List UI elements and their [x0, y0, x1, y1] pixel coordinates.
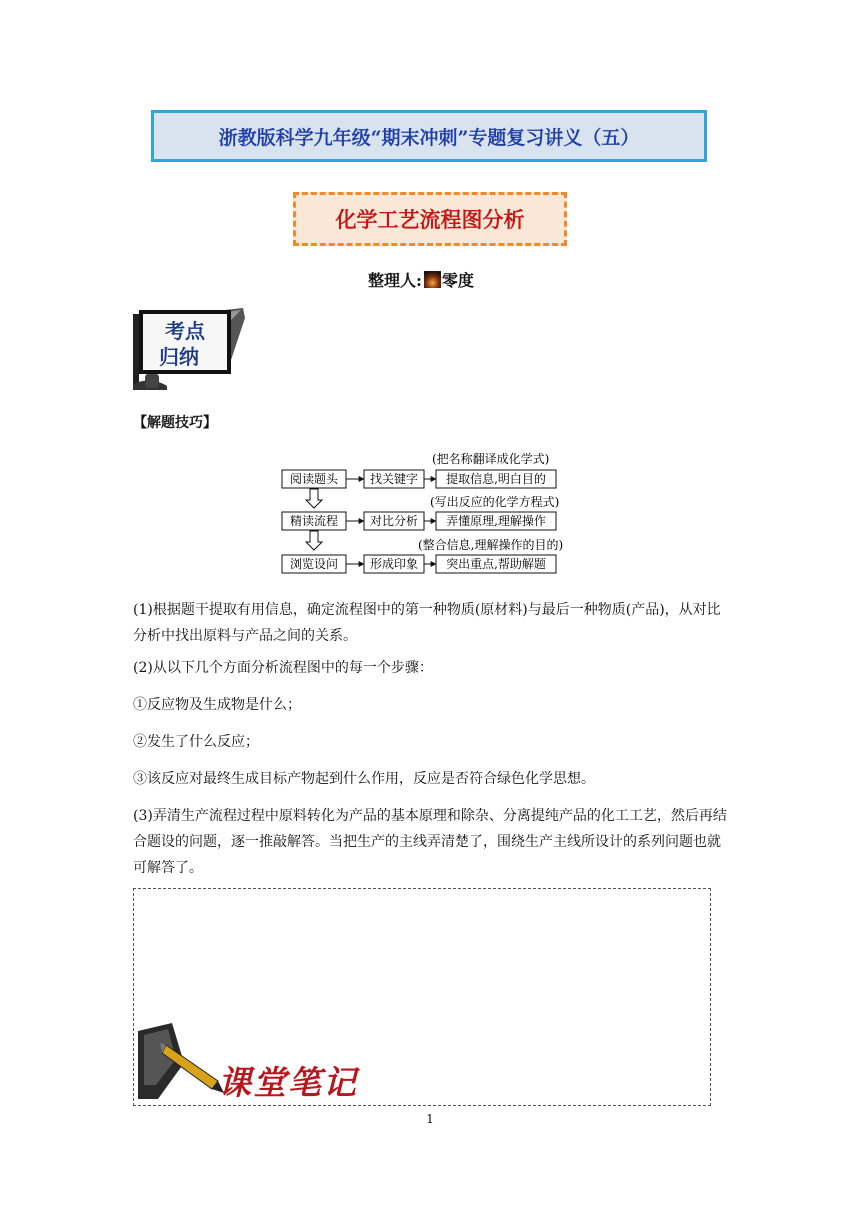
- flow-mid-1: 找关键字: [369, 472, 419, 486]
- flow-right-1: 提取信息,明白目的: [446, 472, 546, 486]
- paragraph-4: ②发生了什么反应；: [133, 734, 259, 750]
- flow-mid-3: 形成印象: [369, 557, 419, 571]
- paragraph-1: (1)根据题干提取有用信息，确定流程图中的第一种物质(原材料)与最后一种物质(产品)，从对比分析中找出原料与产品之间的关系。: [133, 602, 721, 644]
- author-label: 整理人:: [368, 271, 422, 290]
- badge-line1: 考点: [165, 319, 205, 343]
- paragraph-3: ①反应物及生成物是什么；: [133, 697, 301, 713]
- flow-right-3: 突出重点,帮助解题: [446, 557, 546, 571]
- flow-mid-2: 对比分析: [369, 514, 419, 528]
- class-notes-label: 课堂笔记: [218, 1063, 358, 1102]
- author-name: 零度: [441, 271, 474, 290]
- flow-left-1: 阅读题头: [289, 472, 339, 486]
- paragraph-5: ③该反应对最终生成目标产物起到什么作用，反应是否符合绿色化学思想。: [133, 771, 595, 787]
- topic-title-box: [293, 192, 567, 246]
- flow-note-1: (把名称翻译成化学式): [432, 452, 550, 466]
- author-line: [368, 268, 474, 291]
- solving-flowchart: [280, 448, 600, 582]
- pen-icon: [138, 1023, 224, 1103]
- paragraph-2: (2)从以下几个方面分析流程图中的每一个步骤：: [133, 660, 433, 676]
- flow-left-2: 精读流程: [289, 514, 339, 528]
- author-avatar-icon: [424, 271, 441, 288]
- flow-left-3: 浏览设问: [289, 557, 339, 571]
- flow-right-2: 弄懂原理,理解操作: [446, 514, 546, 528]
- class-notes-box: [133, 888, 711, 1106]
- document-title-box: [151, 110, 707, 162]
- paragraph-6: (3)弄清生产流程过程中原料转化为产品的基本原理和除杂、分离提纯产品的化工工艺，然后再结合题设的问题，逐一推敲解答。当把生产的主线弄清楚了，围绕生产主线所设计的系列问题也就可解答了。: [133, 808, 727, 876]
- key-points-badge: [131, 306, 247, 394]
- badge-line2: 归纳: [159, 345, 199, 369]
- section-heading: 【解题技巧】: [133, 415, 217, 431]
- flow-note-3: (整合信息,理解操作的目的): [418, 538, 564, 552]
- flow-note-2: (写出反应的化学方程式): [430, 495, 560, 509]
- topic-title: 化学工艺流程图分析: [335, 207, 525, 232]
- page-number: 1: [426, 1112, 434, 1126]
- document-title: 浙教版科学九年级“期末冲刺”专题复习讲义（五）: [218, 126, 640, 149]
